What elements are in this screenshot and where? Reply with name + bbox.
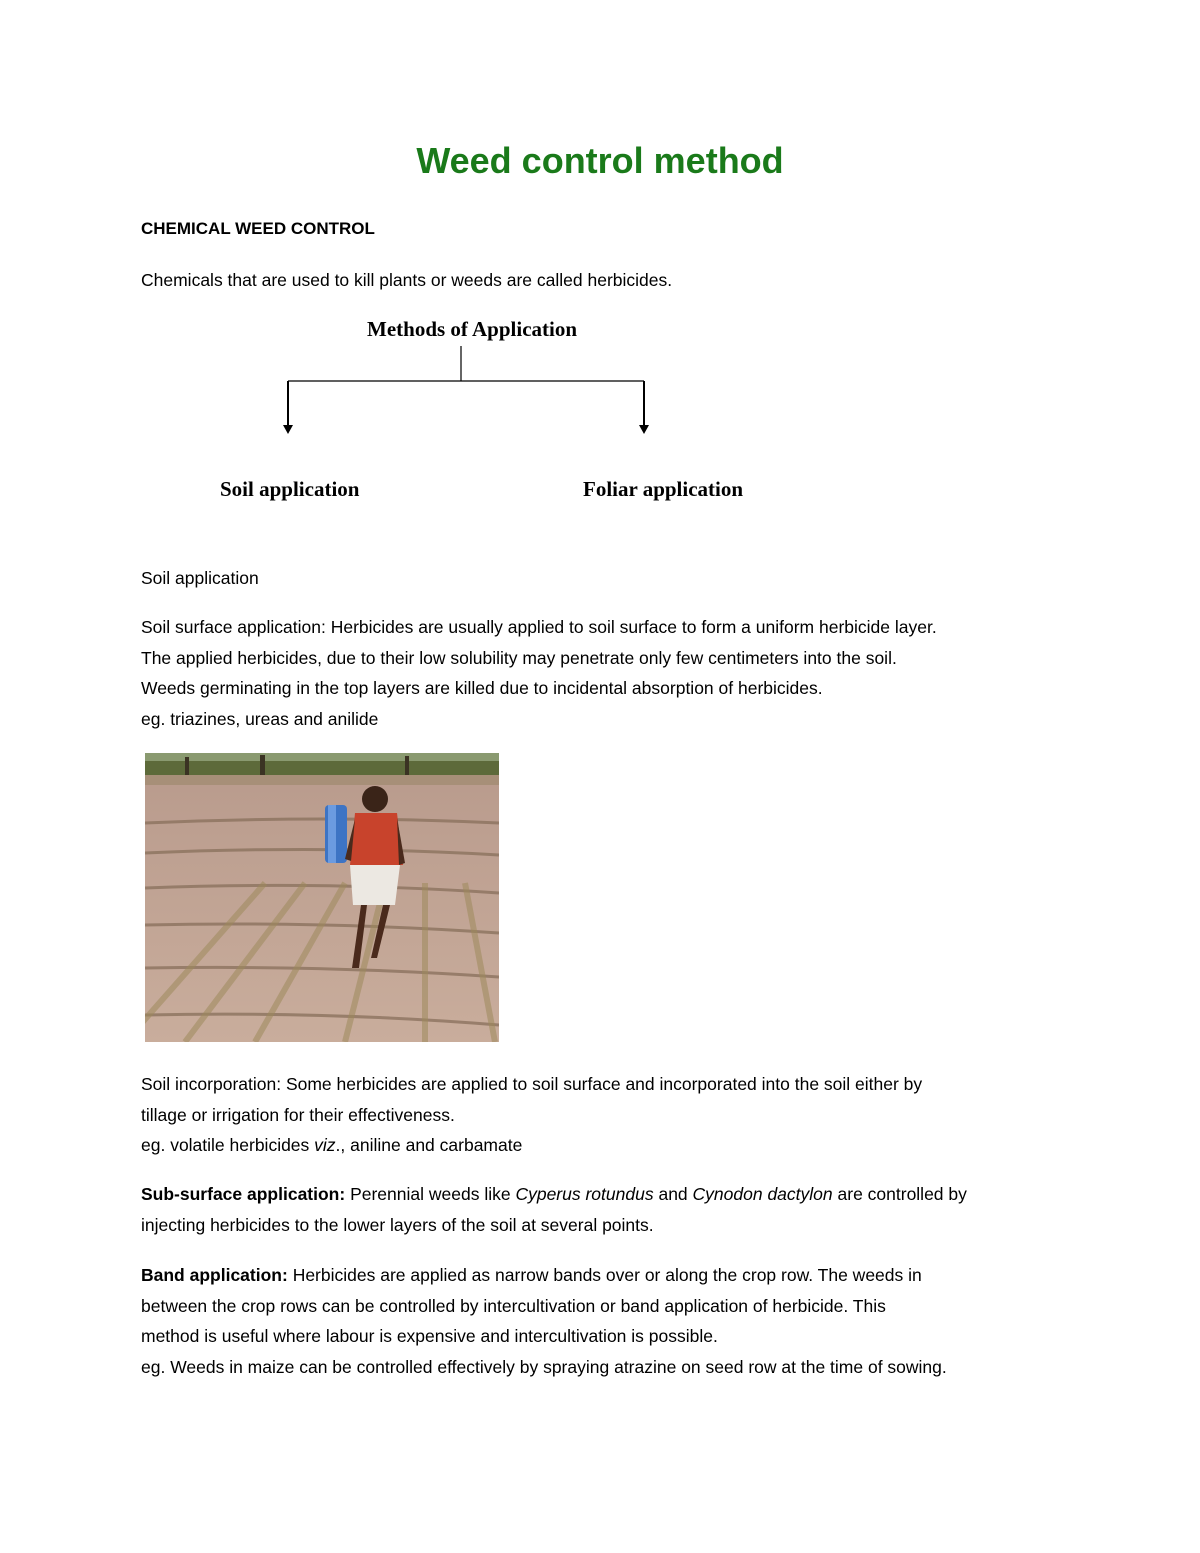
soil-incorporation-line-1: Some herbicides are applied to soil surface and incorporated into the soil either by <box>285 1074 923 1094</box>
band-paragraph <box>141 1260 1071 1382</box>
soil-surface-line-2: The applied herbicides, due to their low solubility may penetrate only few centimeters into the soil. <box>141 647 897 668</box>
soil-surface-line-1: Herbicides are usually applied to soil surface to form a uniform herbicide layer. <box>330 617 937 637</box>
band-line-1: Herbicides are applied as narrow bands over or along the crop row. The weeds in <box>292 1265 922 1285</box>
band-label: Band application: <box>141 1265 288 1285</box>
sub-surface-paragraph <box>141 1179 1071 1240</box>
soil-surface-example: eg. triazines, ureas and anilide <box>141 708 379 729</box>
eg-prefix: eg. volatile herbicides <box>141 1135 315 1155</box>
species-cyperus: Cyperus rotundus <box>515 1184 654 1204</box>
soil-application-heading: Soil application <box>141 568 259 588</box>
soil-surface-paragraph <box>141 612 1071 734</box>
diagram-right-label: Foliar application <box>583 477 744 501</box>
intro-paragraph <box>141 265 1071 296</box>
soil-incorporation-line-2: tillage or irrigation for their effectiveness. <box>141 1104 455 1125</box>
methods-diagram <box>200 310 820 520</box>
sub-surface-line-2: injecting herbicides to the lower layers of the soil at several points. <box>141 1214 654 1235</box>
diagram-left-label: Soil application <box>220 477 360 501</box>
band-line-3: method is useful where labour is expensive and intercultivation is possible. <box>141 1326 718 1346</box>
soil-application-heading-para <box>141 563 1071 594</box>
species-cynodon: Cynodon dactylon <box>692 1184 833 1204</box>
field-spraying-illustration <box>145 753 499 1042</box>
eg-rest: ., aniline and carbamate <box>335 1135 523 1155</box>
page-title: Weed control method <box>416 140 784 181</box>
soil-incorporation-label: Soil incorporation: <box>141 1074 282 1094</box>
soil-surface-label: Soil surface application: <box>141 617 326 637</box>
soil-incorporation-paragraph <box>141 1069 1071 1161</box>
sub-surface-text-b: and <box>653 1184 693 1204</box>
eg-viz: viz <box>314 1135 336 1155</box>
intro-text: Chemicals that are used to kill plants or weeds are called herbicides. <box>141 270 673 290</box>
sub-surface-label: Sub-surface application: <box>141 1184 346 1204</box>
section-heading: CHEMICAL WEED CONTROL <box>141 219 375 238</box>
right-arrow-head <box>639 425 649 434</box>
field-spraying-photo <box>145 753 499 1042</box>
band-example: eg. Weeds in maize can be controlled effectively by spraying atrazine on seed row at the time of sowing. <box>141 1356 947 1377</box>
soil-surface-line-3: Weeds germinating in the top layers are killed due to incidental absorption of herbicides. <box>141 678 823 698</box>
soil-incorporation-example <box>141 1130 1071 1161</box>
sub-surface-text-a: Perennial weeds like <box>350 1184 516 1204</box>
left-arrow-head <box>283 425 293 434</box>
sub-surface-text-c: are controlled by <box>832 1184 967 1204</box>
diagram-root-label: Methods of Application <box>367 317 578 341</box>
band-line-2: between the crop rows can be controlled by intercultivation or band application of herbicide. This <box>141 1295 886 1316</box>
